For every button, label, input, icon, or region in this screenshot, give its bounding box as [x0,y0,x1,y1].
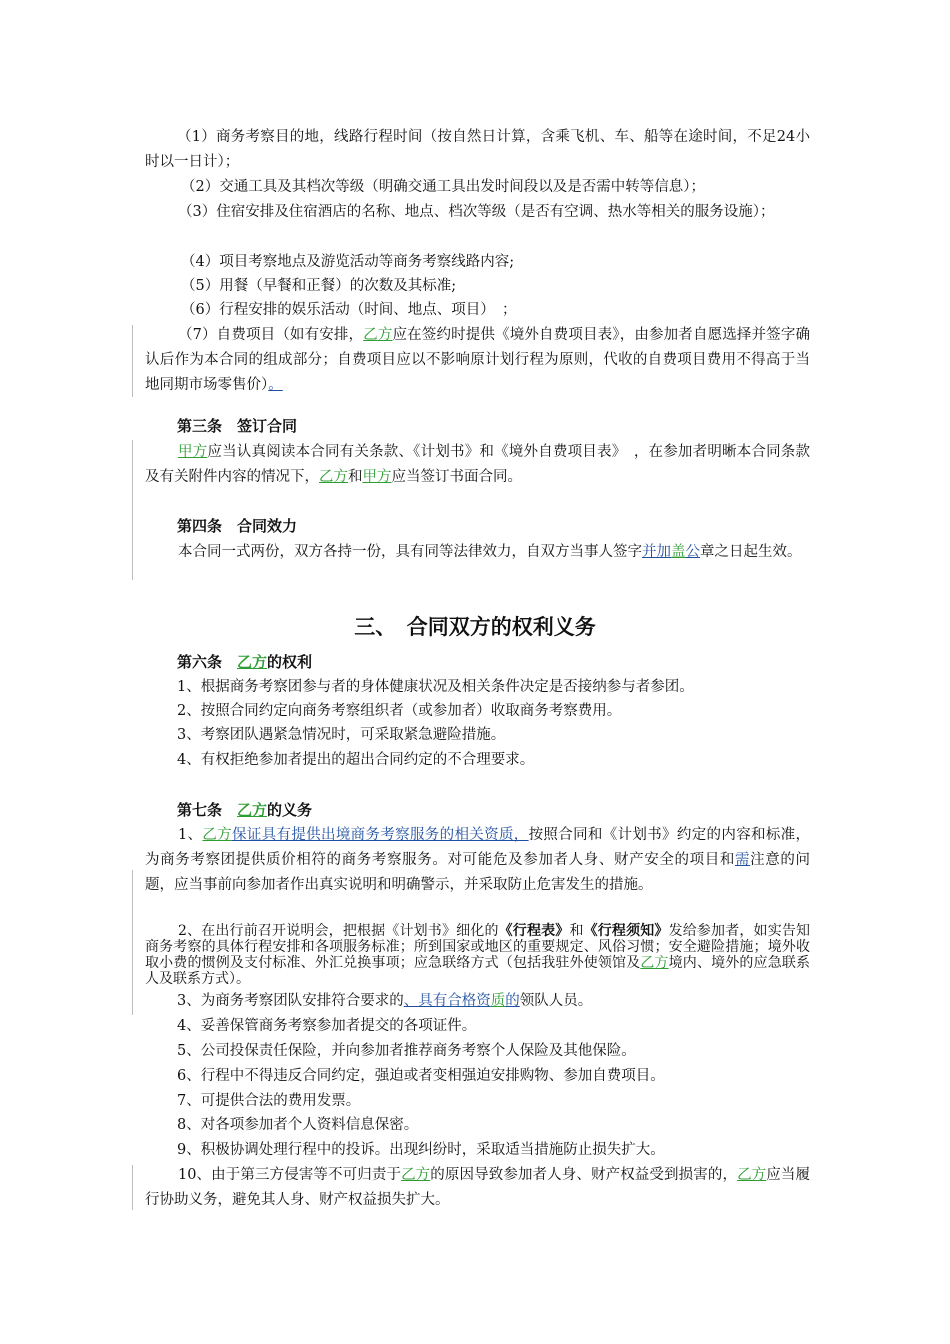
article-3-title: 第三条 签订合同 [177,417,298,435]
article-7-item-3: 3、为商务考察团队安排符合要求的、具有合格资质的领队人员。 [177,993,593,1009]
revision-bar [132,440,133,580]
article-7-item-4: 4、妥善保管商务考察参加者提交的各项证件。 [177,1018,477,1034]
item-6-entertainment: （6）行程安排的娱乐活动（时间、地点、项目） ； [181,302,517,318]
article-7-item-1: 1、乙方保证具有提供出境商务考察服务的相关资质，按照合同和《计划书》约定的内容和标准，为商务考察团提供质价相符的商务考察服务。对可能危及参加者人身、财产安全的项目和需注意的问题，应当事前向参加者作出真实说明和明确警示，并采取防止危害发生的措施。 [145,827,811,893]
item-2-transport: （2）交通工具及其档次等级（明确交通工具出发时间段以及是否需中转等信息）； [181,179,705,195]
article-6-item-4: 4、有权拒绝参加者提出的超出合同约定的不合理要求。 [177,752,535,768]
section-3-heading: 三、 合同双方的权利义务 [354,615,596,639]
revision-bar [132,325,133,397]
item-3-lodging: （3）住宿安排及住宿酒店的名称、地点、档次等级（是否有空调、热水等相关的服务设施）； [178,204,775,220]
item-4-inspection: （4）项目考察地点及游览活动等商务考察线路内容; [181,254,515,270]
article-7-item-5: 5、公司投保责任保险，并向参加者推荐商务考察个人保险及其他保险。 [177,1043,636,1059]
article-7-item-8: 8、对各项参加者个人资料信息保密。 [177,1117,419,1133]
article-4-title: 第四条 合同效力 [177,517,298,535]
article-7-item-6: 6、行程中不得违反合同约定，强迫或者变相强迫安排购物、参加自费项目。 [177,1068,665,1084]
article-6-title: 第六条 乙方的权利 [177,653,313,671]
article-4-body: 本合同一式两份，双方各持一份，具有同等法律效力，自双方当事人签字并加盖公章之日起生效。 [178,544,802,560]
article-7-item-2: 2、在出行前召开说明会，把根据《计划书》细化的《行程表》和《行程须知》发给参加者，如实告知商务考察的具体行程安排和各项服务标准；所到国家或地区的重要规定、风俗习惯；安全避险措施；境外收取小费的惯例及支付标准、外汇兑换事项；应急联络方式（包括我驻外使领馆及乙方境内、境外的应急联系人及联系方式）。 [145,923,811,987]
item-1-destination: （1）商务考察目的地，线路行程时间（按自然日计算，含乘飞机、车、船等在途时间，不足24小时以一日计）； [145,129,810,170]
article-6-item-2: 2、按照合同约定向商务考察组织者（或参加者）收取商务考察费用。 [177,703,622,719]
article-7-item-10: 10、由于第三方侵害等不可归责于乙方的原因导致参加者人身、财产权益受到损害的，乙方应当履行协助义务，避免其人身、财产权益损失扩大。 [145,1167,811,1208]
revision-bar [132,1165,133,1210]
party-b-link: 乙方 [363,327,393,343]
article-3-body: 甲方应当认真阅读本合同有关条款、《计划书》和《境外自费项目表》 ，在参加者明晰本合同条款及有关附件内容的情况下，乙方和甲方应当签订书面合同。 [145,444,811,485]
article-6-item-1: 1、根据商务考察团参与者的身体健康状况及相关条件决定是否接纳参与者参团。 [177,679,694,695]
article-7-item-7: 7、可提供合法的费用发票。 [177,1093,361,1109]
article-6-item-3: 3、考察团队遇紧急情况时，可采取紧急避险措施。 [177,727,506,743]
article-7-item-9: 9、积极协调处理行程中的投诉。出现纠纷时，采取适当措施防止损失扩大。 [177,1142,665,1158]
item-7-optional-items: （7）自费项目（如有安排，乙方应在签约时提供《境外自费项目表》，由参加者自愿选择并签字确认后作为本合同的组成部分；自费项目应以不影响原计划行程为原则，代收的自费项目费用不得高于当地同期市场零售价）。 [145,327,811,393]
revision-bar [132,870,133,1015]
article-7-title: 第七条 乙方的义务 [177,801,313,819]
item-5-meals: （5）用餐（早餐和正餐）的次数及其标准; [181,278,457,294]
